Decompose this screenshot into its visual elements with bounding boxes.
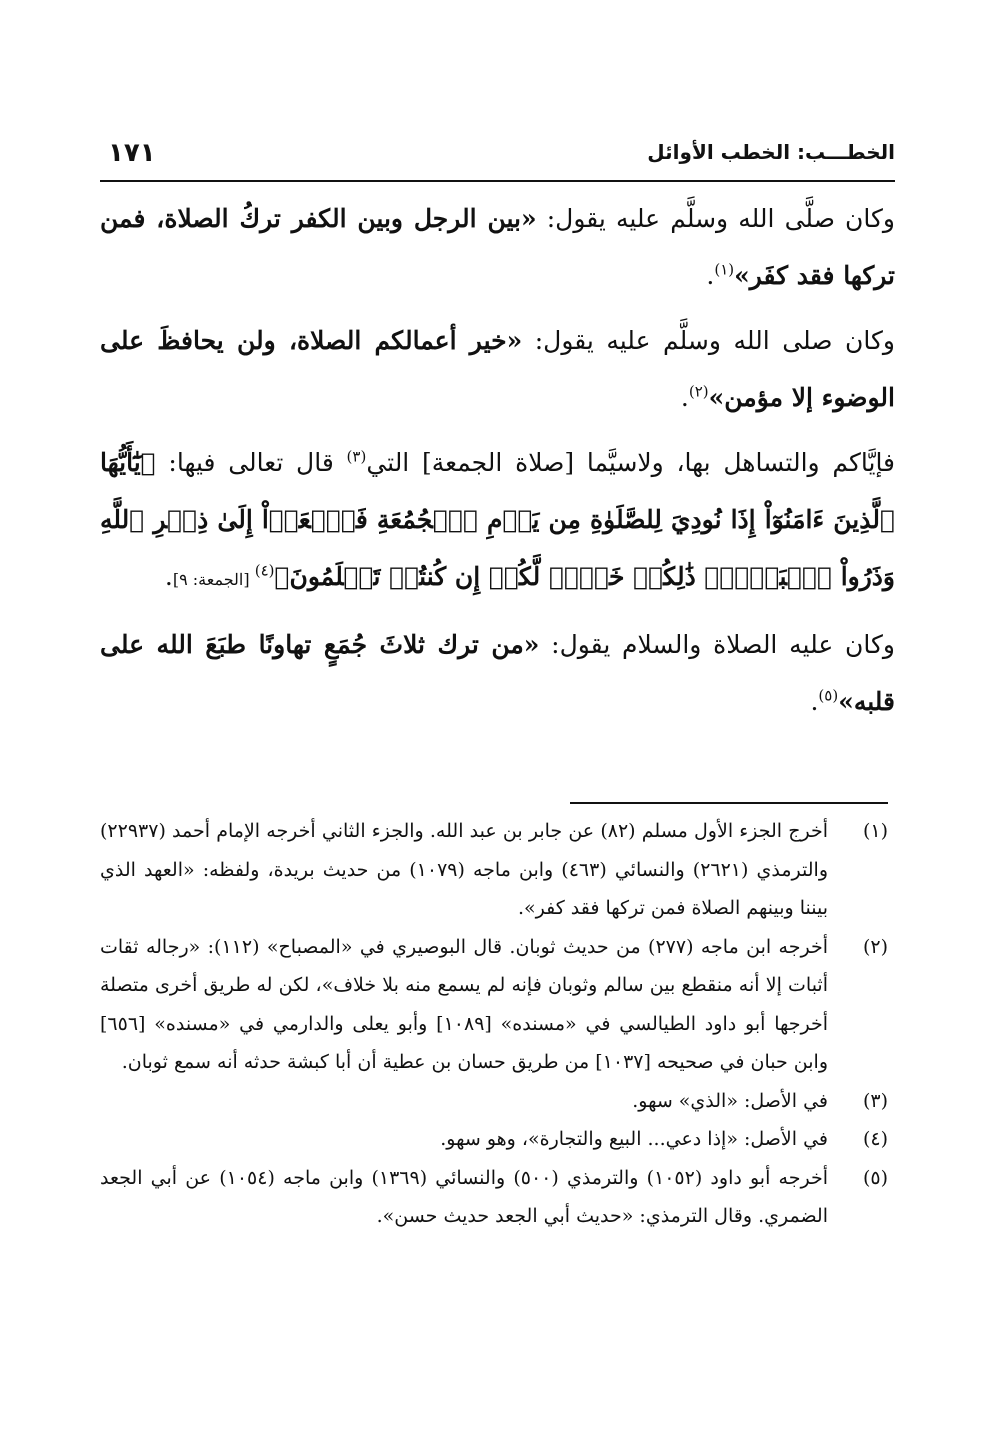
paragraph-lead: وكان عليه الصلاة والسلام يقول:: [539, 630, 895, 659]
footnote-marker: (٥): [818, 686, 839, 705]
footnote-text: في الأصل: «الذي» سهو.: [632, 1089, 828, 1112]
footnote-marker: (٤): [254, 561, 275, 580]
footnote-text: أخرجه أبو داود (١٠٥٢) والترمذي (٥٠٠) والنسائي (١٣٦٩) وابن ماجه (١٠٥٤) عن أبي الجعد الضمري. وقال الترمذي: «حديث أبي الجعد حديث حسن».: [100, 1166, 828, 1227]
footnote-5: [100, 1159, 890, 1236]
footnote-number: (٢): [862, 935, 888, 958]
footnote-4: [100, 1120, 890, 1159]
header-rule: [100, 180, 895, 182]
paragraph-lead: وكان صلى الله وسلَّم عليه يقول:: [522, 326, 895, 355]
verse-reference: [الجمعة: ٩]: [172, 570, 255, 589]
footnote-marker: (٢): [688, 382, 709, 401]
body-text: [100, 190, 895, 738]
running-title: الخطـــب: الخطب الأوائل: [647, 140, 895, 164]
paragraph-lead: فإيَّاكم والتساهل بها، ولاسيَّما [صلاة الجمعة] التي: [366, 448, 896, 477]
footnote-text: في الأصل: «إذا دعي... البيع والتجارة»، وهو سهو.: [440, 1128, 828, 1150]
footnote-number: (٥): [862, 1166, 888, 1189]
paragraph-3: [100, 434, 895, 608]
hadith-quote: «بين الرجل وبين الكفر تركُ الصلاة، فمن تركها فقد كفَر»: [100, 204, 895, 290]
paragraph-4: [100, 616, 895, 730]
paragraph-1: [100, 190, 895, 304]
paragraph-mid: قال تعالى فيها:: [155, 448, 347, 477]
paragraph-lead: وكان صلَّى الله وسلَّم عليه يقول:: [536, 204, 895, 233]
quran-verse: ﴿يَٰٓأَيُّهَا ٱلَّذِينَ ءَامَنُوٓاْ إِذَا نُودِيَ لِلصَّلَوٰةِ مِن يَوۡمِ ٱلۡجُمُعَةِ فَٱسۡعَوۡاْ إِلَىٰ ذِكۡرِ ٱللَّهِ وَذَرُواْ ٱلۡبَيۡعَۚ ذَٰلِكُمۡ خَيۡرٞ لَّكُمۡ إِن كُنتُمۡ تَعۡلَمُونَ﴾: [100, 448, 895, 591]
footnote-number: (٣): [862, 1089, 888, 1112]
footnote-text: أخرج الجزء الأول مسلم (٨٢) عن جابر بن عبد الله. والجزء الثاني أخرجه الإمام أحمد (٢٢٩٣٧) والترمذي (٢٦٢١) والنسائي (٤٦٣) وابن ماجه (١٠٧٩) من حديث بريدة، ولفظه: «العهد الذي بيننا وبينهم الصلاة فمن تركها فقد كفر».: [100, 820, 829, 919]
footnote-separator: [570, 802, 888, 804]
paragraph-tail: .: [164, 562, 173, 591]
footnote-3: [100, 1082, 890, 1121]
footnote-marker: (٣): [346, 447, 367, 466]
page-number: ١٧١: [108, 138, 156, 168]
hadith-quote: «من ترك ثلاثَ جُمَعٍ تهاونًا طبَعَ الله على قلبه»: [100, 630, 895, 716]
page-header: [100, 138, 895, 178]
paragraph-2: [100, 312, 895, 426]
footnote-marker: (١): [714, 260, 735, 279]
paragraph-tail: .: [706, 261, 715, 290]
footnotes: [100, 812, 890, 1236]
paragraph-tail: .: [810, 687, 819, 716]
footnote-text: أخرجه ابن ماجه (٢٧٧) من حديث ثوبان. قال البوصيري في «المصباح» (١١٢): «رجاله ثقات أثبات إلا أنه منقطع بين سالم وثوبان فإنه لم يسمع منه بلا خلاف»، لكن له طريق أخرى متصلة أخرجها أبو داود الطيالسي في «مسنده» [١٠٨٩] وأبو يعلى والدارمي في «مسنده» [٦٥٦] وابن حبان في صحيحه [١٠٣٧] من طريق حسان بن عطية أن أبا كبشة حدثه أنه سمع ثوبان.: [100, 935, 829, 1073]
footnote-1: [100, 812, 890, 928]
footnote-number: (١): [862, 820, 888, 842]
hadith-quote: «خير أعمالكم الصلاة، ولن يحافظَ على الوضوء إلا مؤمن»: [100, 326, 895, 412]
paragraph-tail: .: [680, 383, 689, 412]
footnote-number: (٤): [862, 1128, 888, 1150]
footnote-2: [100, 928, 890, 1082]
